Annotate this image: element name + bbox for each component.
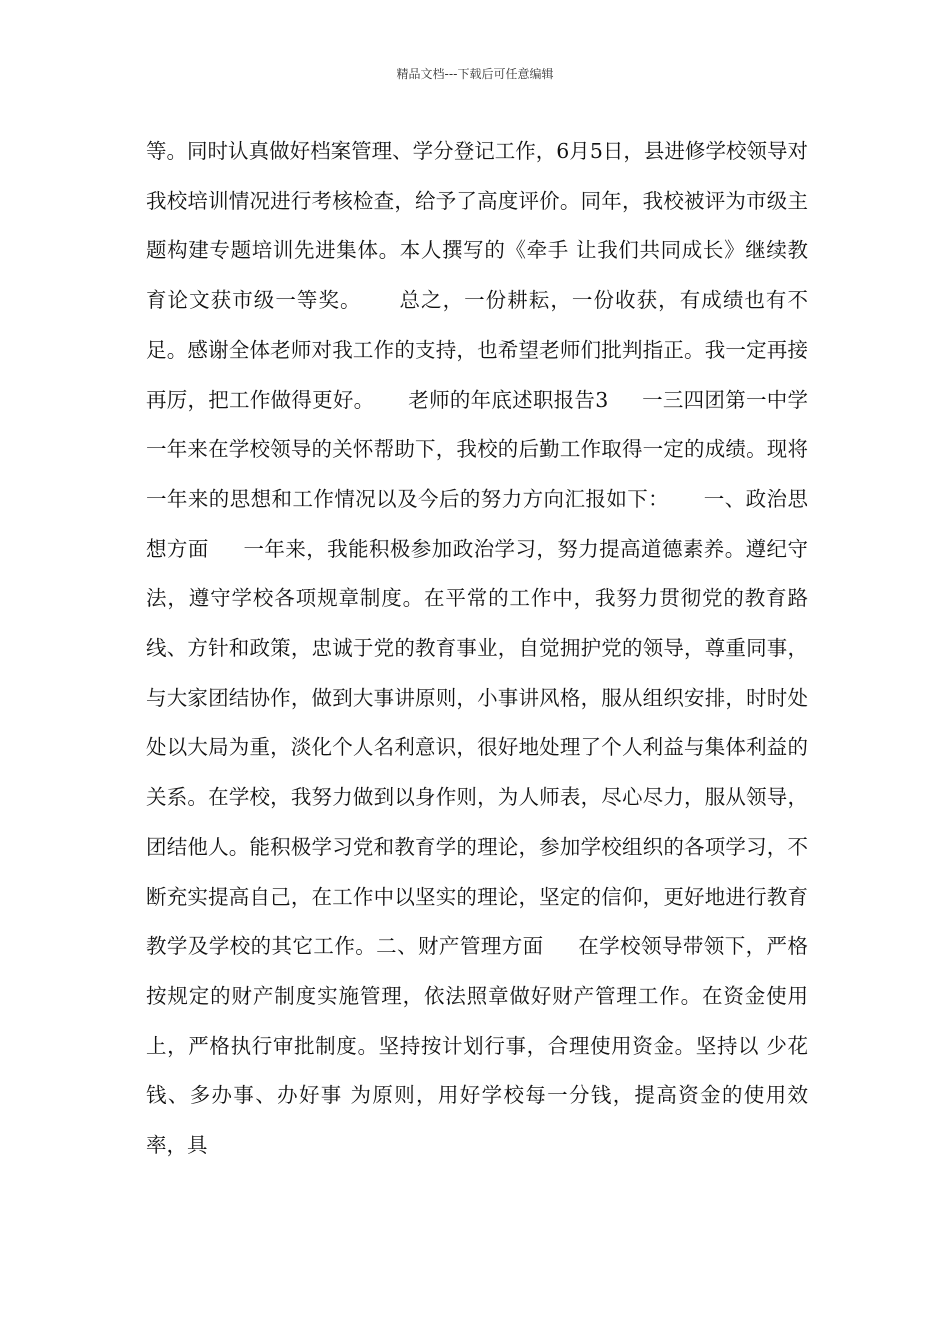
body-text: 等。同时认真做好档案管理、学分登记工作，6月5日，县进修学校领导对我校培训情况进行考核检查，给予了高度评价。同年，我校被评为市级主题构建专题培训先进集体。本人撰写的《牵手 让我们共同成长》继续教育论文获市级一等奖。 总之，一份耕耘，一份收获，有成绩也有不足。感谢全体老师对我工作的支持，也希望老师们批判指正。我一定再接再厉，把工作做得更好。 老师的年底述职报告3 一三四团第一中学 一年来在学校领导的关怀帮助下，我校的后勤工作取得一定的成绩。现将一年来的思想和工作情况以及今后的努力方向汇报如下： 一、政治思想方面 一年来，我能积极参加政治学习，努力提高道德素养。遵纪守法，遵守学校各项规章制度。在平常的工作中，我努力贯彻党的教育路线、方针和政策，忠诚于党的教育事业，自觉拥护党的领导，尊重同事，与大家团结协作，做到大事讲原则，小事讲风格，服从组织安排，时时处处以大局为重，淡化个人名利意识，很好地处理了个人利益与集体利益的关系。在学校，我努力做到以身作则，为人师表，尽心尽力，服从领导，团结他人。能积极学习党和教育学的理论，参加学校组织的各项学习，不断充实提高自己，在工作中以坚实的理论，坚定的信仰，更好地进行教育教学及学校的其它工作。二、财产管理方面 在学校领导带领下，严格按规定的财产制度实施管理，依法照章做好财产管理工作。在资金使用上，严格执行审批制度。坚持按计划行事，合理使用资金。坚持以 少花钱、多办事、办好事 为原则，用好学校每一分钱，提高资金的使用效率，具 [146, 139, 841, 1158]
page-header: 精品文档---下载后可任意编辑 [396, 67, 554, 81]
